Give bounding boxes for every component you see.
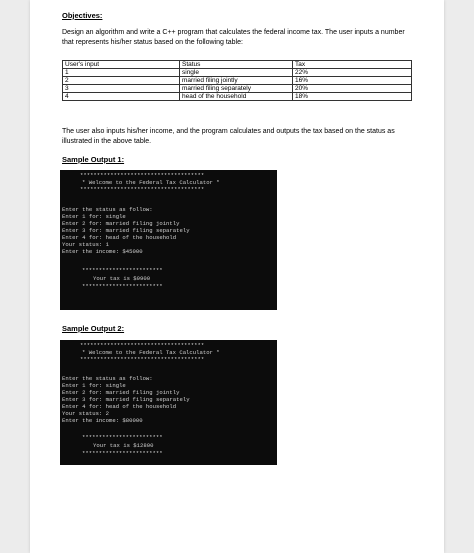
console-line: Enter the status as follow: bbox=[62, 375, 153, 382]
table-row bbox=[63, 77, 412, 85]
console-line: ************************ bbox=[82, 434, 163, 441]
sample-output-2-heading: Sample Output 2: bbox=[62, 324, 125, 333]
table-cell: 1 bbox=[63, 69, 180, 77]
status-table bbox=[62, 60, 412, 101]
console-output-1 bbox=[60, 170, 277, 310]
console-line: Enter 3 for: married filing separately bbox=[62, 227, 190, 234]
objectives-heading: Objectives: bbox=[62, 11, 103, 20]
console-output-2 bbox=[60, 340, 277, 465]
console-line: Enter 2 for: married filing jointly bbox=[62, 389, 180, 396]
middle-paragraph: The user also inputs his/her income, and the program calculates and outputs the tax based on the status as illustrated in the above table. bbox=[62, 128, 395, 145]
table-cell: head of the household bbox=[180, 93, 293, 101]
table-row bbox=[63, 93, 412, 101]
console-line: ************************ bbox=[82, 450, 163, 457]
console-line: Your status: 1 bbox=[62, 241, 109, 248]
console-line: Enter the income: $80000 bbox=[62, 417, 143, 424]
table-header-row bbox=[63, 61, 412, 69]
console-line: ************************ bbox=[82, 267, 163, 274]
console-line: Enter the status as follow: bbox=[62, 206, 153, 213]
console-line: Enter 3 for: married filing separately bbox=[62, 396, 190, 403]
table-row bbox=[63, 69, 412, 77]
console-line: * Welcome to the Federal Tax Calculator * bbox=[82, 179, 220, 186]
table-cell: 18% bbox=[293, 93, 412, 101]
table-cell: 20% bbox=[293, 85, 412, 93]
table-cell: married filing separately bbox=[180, 85, 293, 93]
console-line: Enter 1 for: single bbox=[62, 382, 126, 389]
console-line: Enter the income: $45000 bbox=[62, 248, 143, 255]
console-line: Your status: 2 bbox=[62, 410, 109, 417]
header-cell: Status bbox=[180, 61, 293, 69]
header-cell: Tax bbox=[293, 61, 412, 69]
header-cell: User's input bbox=[63, 61, 180, 69]
table-cell: 22% bbox=[293, 69, 412, 77]
console-line: * Welcome to the Federal Tax Calculator * bbox=[82, 349, 220, 356]
console-line: Enter 4 for: head of the household bbox=[62, 234, 177, 241]
table-cell: 2 bbox=[63, 77, 180, 85]
console-line: ************************************* bbox=[80, 342, 205, 349]
console-line: ************************ bbox=[82, 283, 163, 290]
console-line: Your tax is $12800 bbox=[93, 442, 154, 449]
table-row bbox=[63, 85, 412, 93]
console-line: ************************************* bbox=[80, 172, 205, 179]
console-line: Your tax is $9900 bbox=[93, 275, 151, 282]
console-line: ************************************* bbox=[80, 186, 205, 193]
intro-paragraph: Design an algorithm and write a C++ program that calculates the federal income tax. The user inputs a number that represents his/her status based on the following table: bbox=[62, 29, 405, 46]
table-cell: 4 bbox=[63, 93, 180, 101]
sample-output-1-heading: Sample Output 1: bbox=[62, 155, 125, 164]
table-cell: single bbox=[180, 69, 293, 77]
console-line: ************************************* bbox=[80, 356, 205, 363]
console-line: Enter 4 for: head of the household bbox=[62, 403, 177, 410]
console-line: Enter 2 for: married filing jointly bbox=[62, 220, 180, 227]
table-cell: married filing jointly bbox=[180, 77, 293, 85]
table-cell: 16% bbox=[293, 77, 412, 85]
table-cell: 3 bbox=[63, 85, 180, 93]
console-line: Enter 1 for: single bbox=[62, 213, 126, 220]
